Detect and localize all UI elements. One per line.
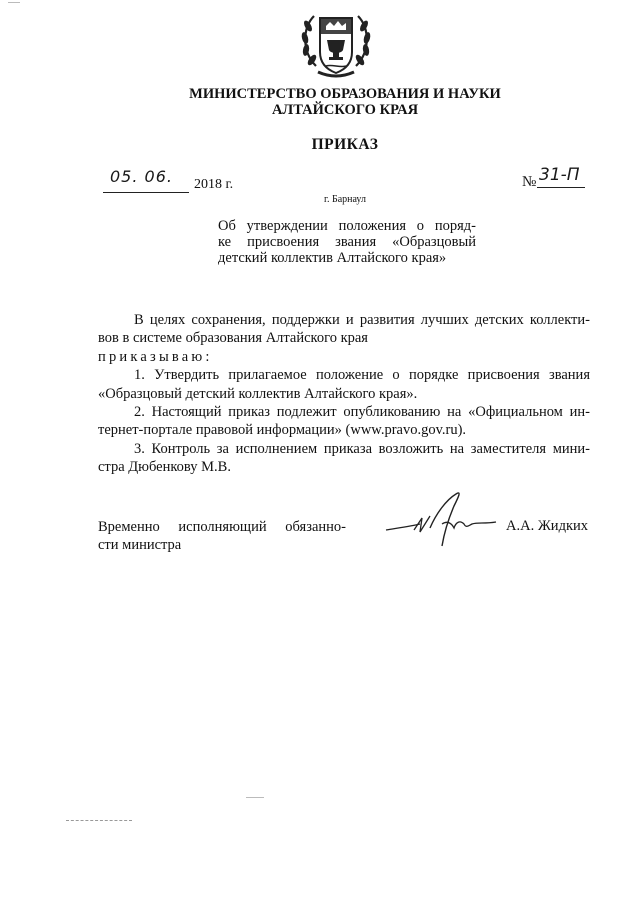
order-number-handwritten: 31-П xyxy=(539,165,580,185)
body-paragraph-line: В целях сохранения, поддержки и развития лучших детских коллекти- xyxy=(134,312,590,328)
signer-position xyxy=(98,518,346,554)
order-number-sign: № xyxy=(522,174,537,190)
order-word: приказываю: xyxy=(98,348,213,365)
document-type-title: ПРИКАЗ xyxy=(311,136,379,153)
ministry-name-line1: МИНИСТЕРСТВО ОБРАЗОВАНИЯ И НАУКИ xyxy=(189,86,501,102)
subject-line: ке присвоения звания «Образцовый xyxy=(218,234,476,250)
subject-line: детский коллектив Алтайского края» xyxy=(218,250,447,266)
signer-name: А.А. Жидких xyxy=(506,518,589,534)
order-subject xyxy=(218,218,476,266)
city-label: г. Барнаул xyxy=(324,194,366,205)
body-paragraph-line: тернет-портале правовой информации» (www.pravo.gov.ru). xyxy=(98,422,467,439)
order-year: 2018 г. xyxy=(194,177,234,192)
body-paragraph-line: 2. Настоящий приказ подлежит опубликованию на «Официальном ин- xyxy=(134,404,590,421)
number-underline xyxy=(537,186,585,188)
order-body xyxy=(98,311,590,477)
body-paragraph-line: 1. Утвердить прилагаемое положение о порядке присвоения звания xyxy=(134,367,590,384)
body-paragraph-line: стра Дюбенкову М.В. xyxy=(98,459,231,476)
coat-of-arms-icon xyxy=(296,6,376,84)
ministry-name-line2: АЛТАЙСКОГО КРАЯ xyxy=(271,102,419,118)
handwritten-signature-icon xyxy=(384,484,504,548)
body-paragraph-line: «Образцовый детский коллектив Алтайского края». xyxy=(98,385,418,402)
order-date-handwritten: 05. 06. xyxy=(110,167,173,186)
signer-position-line: Временно исполняющий обязанно- xyxy=(98,519,346,535)
scan-artifact-line xyxy=(246,797,264,798)
subject-line: Об утверждении положения о поряд- xyxy=(218,218,476,234)
body-paragraph-line: вов в системе образования Алтайского края xyxy=(98,330,368,347)
signer-position-line: сти министра xyxy=(98,537,182,553)
body-paragraph-line: 3. Контроль за исполнением приказа возложить на заместителя мини- xyxy=(134,440,590,457)
scan-corner-mark xyxy=(8,2,20,3)
scan-artifact-line xyxy=(66,820,132,821)
